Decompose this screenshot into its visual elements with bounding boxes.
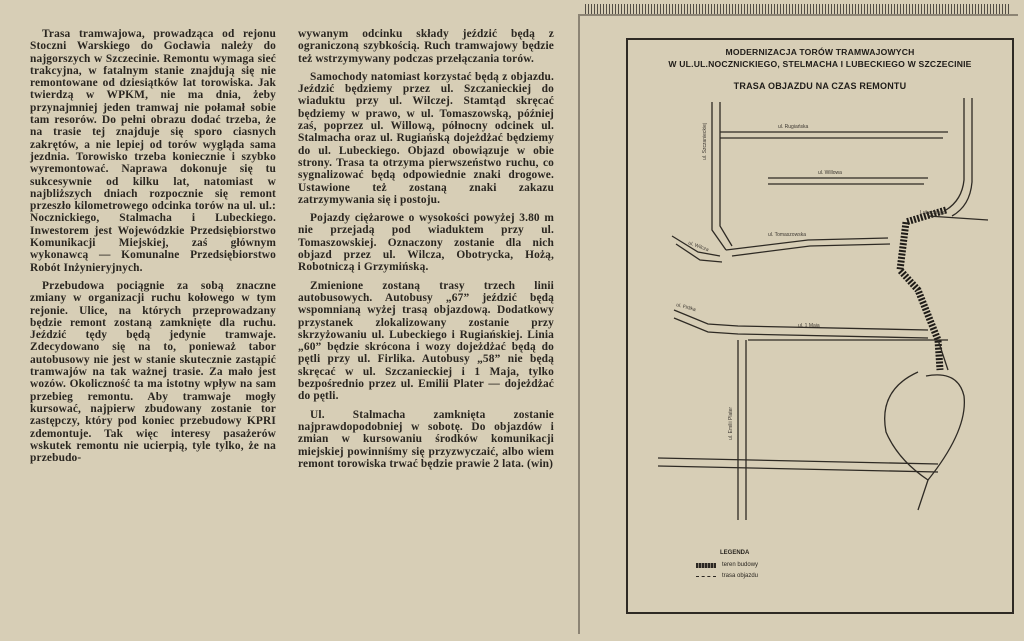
street-label: ul. Szczanieckiej — [702, 123, 708, 160]
street-label: ul. Tomaszowska — [768, 232, 806, 238]
article-paragraph: Pojazdy ciężarowe o wysokości powyżej 3.80 m nie przejadą pod wiaduktem przy ul. Tomaszowskiej. Oznaczony zostanie dla nich objazd przez ul. Wilcza, Obotrycka, Hożą, Robotniczą i Grzymińską. — [298, 212, 554, 274]
map-title-line-1: MODERNIZACJA TORÓW TRAMWAJOWYCH — [725, 47, 915, 57]
map-title-line-3: TRASA OBJAZDU NA CZAS REMONTU — [733, 81, 907, 91]
legend-label: teren budowy — [722, 562, 759, 568]
street-label: ul. Firlika — [675, 302, 697, 314]
column-rule-top — [578, 14, 1018, 16]
map-drawing — [628, 40, 1012, 612]
legend-item-construction — [696, 562, 758, 568]
legend-swatch-detour — [696, 576, 716, 577]
article-paragraph: Samochody natomiast korzystać będą z objazdu. Jeździć będziemy przez ul. Szczanieckiej do wiaduktu przy ul. Wilczej. Stamtąd skręcać będziemy w prawo, w ul. Tomaszowską, później zaś, poprzez ul. Willową, północny odcinek ul. Stalmacha oraz ul. Rugiańską dojeżdżać będziemy do ul. Lubeckiego. Objazd obowiązuje w obie strony. Trasa ta otrzyma pierwszeństwo ruchu, co sygnalizować będą odpowiednie znaki drogowe. Ustawione też zostaną znaki zakazu zatrzymywania się i postoju. — [298, 70, 554, 206]
article-paragraph: Zmienione zostaną trasy trzech linii autobusowych. Autobusy „67” jeździć będą wspomnianą wyżej trasą objazdową. Dodatkowy przystanek zlokalizowany zostanie przy skrzyżowaniu ul. Lubeckiego i Rugiańskiej. Linia „60” będzie skrócona i wozy dojeżdżać będą do pętli przy ul. Firlika. Autobusy „58” nie będą skręcać w ul. Szczanieckiej i 1 Maja, tylko bezpośrednio przez ul. Emilii Plater — dojeżdżać do pętli. — [298, 279, 554, 403]
article-column-1 — [30, 28, 276, 470]
article-paragraph: Trasa tramwajowa, prowadząca od rejonu Stoczni Warskiego do Gocławia należy do najgorszych w Szczecinie. Remontu wymaga sieć trakcyjna, w fatalnym stanie znajdują się nie remontowane od dziesiątków lat torowiska. Jak twierdzą w WPKM, nie ma dnia, żeby przynajmniej jeden tramwaj nie połamał sobie tam resorów. Do pełni obrazu dodać trzeba, że na trasie tej znajduje się sporo ciasnych zakrętów, a nie lepiej od torów wygląda sama jezdnia. Torowisko trzeba koniecznie i szybko wyremontować. Naprawa dokonuje się tu sukcesywnie od kilku lat, natomiast w najbliższych dniach rozpocznie się remont przeszło kilometrowego odcinka torów na ul. ul.: Nocznickiego, Stalmacha i Lubeckiego. Inwestorem jest Wojewódzkie Przedsiębiorstwo Komunikacji Miejskiej, zaś głównym wykonawcą — Komunalne Przedsiębiorstwo Robót Inżynieryjnych. — [30, 28, 276, 274]
print-edge-strip — [585, 4, 1009, 14]
article-paragraph: Ul. Stalmacha zamknięta zostanie najprawdopodobniej w sobotę. Do objazdów i zmian w kursowaniu środków komunikacji miejskiej powinniśmy się przyzwyczaić, albo wiem remont torowiska trwać będzie prawie 2 lata. (win) — [298, 408, 554, 470]
street-label: ul. Wilcza — [687, 240, 710, 254]
map-title-line-2: W UL.UL.NOCZNICKIEGO, STELMACHA I LUBECKIEGO W SZCZECINIE — [668, 59, 972, 69]
article-paragraph: wywanym odcinku składy jeździć będą z ograniczoną szybkością. Ruch tramwajowy będzie też wstrzymywany podczas przełączania torów. — [298, 28, 554, 65]
street-label: ul. Emilii Plater — [728, 406, 734, 440]
street-label: Lubeckiego — [920, 210, 946, 216]
column-rule — [578, 14, 580, 634]
legend-item-detour — [696, 573, 758, 579]
legend-swatch-construction — [696, 563, 716, 568]
detour-map — [626, 38, 1014, 614]
street-label: ul. Rugiańska — [778, 124, 809, 130]
legend-label: trasa objazdu — [722, 573, 759, 579]
article-paragraph: Przebudowa pociągnie za sobą znaczne zmiany w organizacji ruchu kołowego w tym rejonie. Ulice, na których przeprowadzany będzie remont zostaną zamknięte dla ruchu. Jeździć tędy będą jedynie tramwaje. Zdecydowano się na to, ponieważ tabor autobusowy nie jest w stanie skutecznie zastąpić tramwajów na tak ważnej trasie. Za mało jest wozów. Okoliczność ta ma istotny wpływ na sam przebieg remontu. Aby tramwaje mogły kursować, najpierw zbudowany zostanie tor zastępczy, który pod koniec przebudowy KPRI zdemontuje. Tak więc interesy pasażerów wskutek remontu nie ucierpią, tyle tylko, że na przebudo- — [30, 279, 276, 465]
legend-title: LEGENDA — [720, 550, 750, 556]
article-column-2 — [298, 28, 554, 476]
street-label: ul. 1 Maja — [798, 323, 820, 329]
street-label: ul. Willowa — [818, 170, 842, 176]
